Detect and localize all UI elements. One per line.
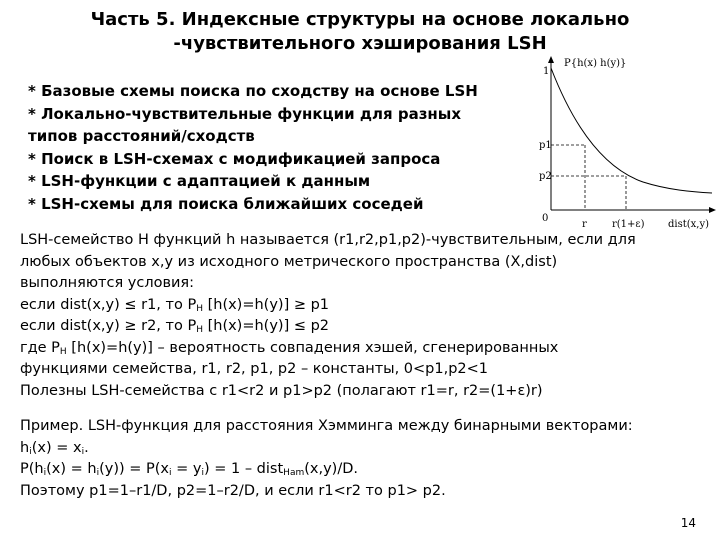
- ex-text: = y: [171, 461, 202, 477]
- ex-text: (x,y)/D.: [304, 461, 358, 477]
- def-text: если dist(x,y) ≥ r2, то P: [20, 318, 197, 334]
- ex-text: (x) = h: [46, 461, 97, 477]
- topic-item: * Поиск в LSH-схемах с модификацией запроса: [28, 149, 441, 168]
- def-line: [20, 338, 710, 360]
- title-line-1: Часть 5. Индексные структуры на основе локально: [90, 9, 630, 30]
- def-line: [20, 295, 710, 317]
- p2-label: p2: [539, 171, 552, 182]
- topic-item: типов расстояний/сходств: [28, 127, 255, 145]
- example-line: Пример. LSH-функция для расстояния Хэмминга между бинарными векторами:: [20, 418, 633, 434]
- example-line: [20, 459, 710, 481]
- x-axis-label: dist(x,y): [668, 219, 710, 230]
- y-axis-arrow: [548, 56, 554, 63]
- ex-subscript: i: [43, 468, 47, 478]
- ex-subscript: i: [96, 468, 100, 478]
- def-text: [h(x)=h(y)] ≥ p1: [202, 296, 330, 313]
- ex-subscript: i: [201, 468, 204, 478]
- ex-subscript: i: [29, 446, 32, 457]
- ex-text: ) = 1 – dist: [203, 461, 284, 477]
- origin-label: 0: [542, 213, 549, 224]
- example-line: Поэтому p1=1–r1/D, p2=1–r2/D, и если r1<r2 то p1> p2.: [20, 482, 446, 499]
- topic-item: * LSH-функции с адаптацией к данным: [28, 172, 371, 190]
- topic-item: * Локально-чувствительные функции для разных: [28, 104, 462, 123]
- ex-text: P(h: [20, 461, 44, 477]
- def-line: Полезны LSH-семейства с r1<r2 и p1>p2 (полагают r1=r, r2=(1+ε)r): [20, 382, 543, 399]
- def-line: LSH-семейство H функций h называется (r1,r2,p1,p2)-чувствительным, если для: [20, 232, 636, 248]
- r1e-label: r(1+ε): [612, 219, 645, 230]
- def-subscript: H: [196, 303, 203, 314]
- ex-text: h: [20, 439, 30, 456]
- def-line: [20, 316, 710, 338]
- topic-item: * Базовые схемы поиска по сходству на основе LSH: [28, 82, 478, 100]
- def-line: любых объектов x,y из исходного метрического пространства (X,dist): [20, 253, 558, 270]
- topic-item: * LSH-схемы для поиска ближайших соседей: [28, 194, 424, 213]
- def-subscript: H: [196, 325, 203, 335]
- ex-text: .: [84, 439, 89, 456]
- example-line: [20, 438, 710, 460]
- def-text: где P: [20, 339, 60, 356]
- lsh-probability-graph: [528, 50, 718, 236]
- p1-label: p1: [539, 140, 552, 151]
- page-number: 14: [680, 516, 696, 530]
- y-axis-label: P{h(x) h(y)}: [564, 58, 627, 69]
- definition-text: [20, 230, 710, 502]
- topic-list: [28, 80, 528, 215]
- ex-subscript: i: [168, 468, 172, 478]
- def-text: если dist(x,y) ≤ r1, то P: [20, 296, 197, 313]
- ex-text: (x) = x: [31, 439, 82, 456]
- ex-subscript: i: [81, 446, 85, 457]
- x-axis-arrow: [709, 207, 716, 213]
- def-subscript: H: [59, 346, 67, 357]
- spacer: [20, 402, 710, 416]
- ex-subscript: Ham: [283, 468, 305, 478]
- graph-svg: [528, 50, 718, 232]
- probability-curve: [551, 68, 712, 193]
- r-label: r: [582, 219, 587, 230]
- y-one-label: 1: [543, 66, 550, 77]
- slide-title: [60, 8, 660, 56]
- def-line: выполняются условия:: [20, 275, 195, 291]
- def-text: [h(x)=h(y)] ≤ p2: [202, 318, 330, 334]
- ex-text: (y)) = P(x: [99, 461, 169, 477]
- def-line: функциями семейства, r1, r2, p1, p2 – константы, 0<p1,p2<1: [20, 361, 489, 377]
- def-text: [h(x)=h(y)] – вероятность совпадения хэшей, сгенерированных: [66, 339, 559, 356]
- title-line-2: -чувствительного хэширования LSH: [173, 33, 547, 54]
